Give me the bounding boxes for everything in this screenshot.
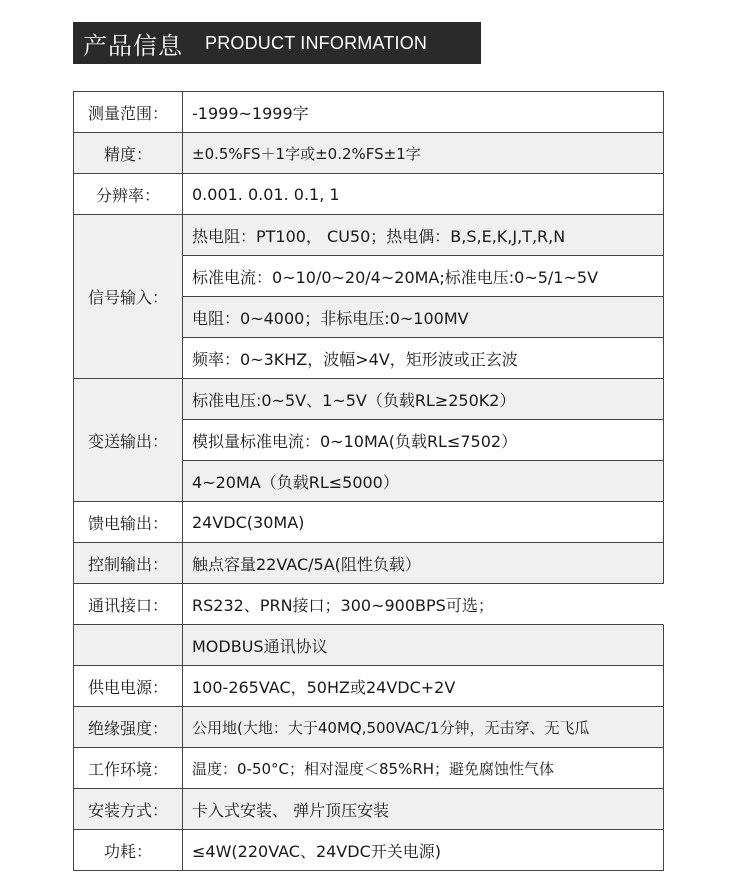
row-value: ±0.5%FS＋1字或±0.2%FS±1字 — [183, 133, 664, 174]
table-row-control-output — [74, 543, 664, 584]
row-label: 信号输入： — [74, 215, 183, 379]
row-value: MODBUS通讯协议 — [183, 625, 664, 666]
row-label: 精度： — [74, 133, 183, 174]
table-row-comm-protocol — [74, 625, 664, 666]
row-label: 通讯接口： — [74, 584, 183, 625]
row-value: 公用地(大地：大于40MQ,500VAC/1分钟，无击穿、无飞瓜 — [183, 707, 664, 748]
row-value: RS232、PRN接口；300~900BPS可选； — [183, 584, 664, 625]
row-label: 变送输出： — [74, 379, 183, 502]
row-label: 安装方式： — [74, 789, 183, 830]
row-value: 卡入式安装、 弹片顶压安装 — [183, 789, 664, 830]
row-label: 供电电源： — [74, 666, 183, 707]
row-label: 测量范围： — [74, 92, 183, 133]
row-value: 热电阻：PT100， CU50；热电偶：B,S,E,K,J,T,R,N — [183, 215, 664, 256]
row-value: 触点容量22VAC/5A(阻性负载） — [183, 543, 664, 584]
row-label: 分辨率： — [74, 174, 183, 215]
row-label: 控制输出： — [74, 543, 183, 584]
table-row-power-consumption — [74, 830, 664, 871]
table-row-environment — [74, 748, 664, 789]
section-header — [73, 22, 481, 64]
table-row-comm-interface — [74, 584, 664, 625]
table-row-signal-input — [74, 215, 664, 379]
row-value: 标准电压:0~5V、1~5V（负载RL≥250K2） — [183, 379, 664, 420]
table-row-measure-range — [74, 92, 664, 133]
table-row-transmit-output — [74, 379, 664, 502]
section-title-en: PRODUCT INFORMATION — [205, 32, 428, 53]
table-row-installation — [74, 789, 664, 830]
table-row-accuracy — [74, 133, 664, 174]
spec-table — [73, 91, 664, 871]
row-value: ≤4W(220VAC、24VDC开关电源) — [183, 830, 664, 871]
row-label: 功耗： — [74, 830, 183, 871]
table-row-power-supply — [74, 666, 664, 707]
row-value: 频率：0~3KHZ，波幅>4V，矩形波或正玄波 — [183, 338, 664, 379]
row-value: 0.001. 0.01. 0.1, 1 — [183, 174, 664, 215]
row-value: -1999~1999字 — [183, 92, 664, 133]
table-row-insulation — [74, 707, 664, 748]
row-label — [74, 625, 183, 666]
row-value: 温度：0-50°C；相对湿度＜85%RH；避免腐蚀性气体 — [183, 748, 664, 789]
table-row-feed-output — [74, 502, 664, 543]
row-value: 100-265VAC，50HZ或24VDC+2V — [183, 666, 664, 707]
row-value: 标准电流：0~10/0~20/4~20MA;标准电压:0~5/1~5V — [183, 256, 664, 297]
table-row-resolution — [74, 174, 664, 215]
row-value: 4~20MA（负载RL≤5000） — [183, 461, 664, 502]
row-label: 馈电输出： — [74, 502, 183, 543]
row-label: 工作环境： — [74, 748, 183, 789]
row-value: 电阻：0~4000；非标电压:0~100MV — [183, 297, 664, 338]
row-value: 模拟量标准电流：0~10MA(负载RL≤7502） — [183, 420, 664, 461]
row-value: 24VDC(30MA) — [183, 502, 664, 543]
row-label: 绝缘强度： — [74, 707, 183, 748]
section-title-cn: 产品信息 — [83, 31, 183, 60]
